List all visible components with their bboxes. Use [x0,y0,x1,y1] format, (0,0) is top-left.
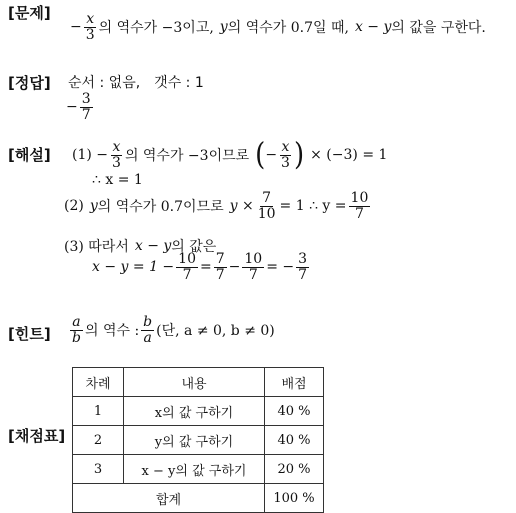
table-header-row [73,368,324,397]
denominator: 7 [298,266,308,283]
expr-x-minus-y: x − y [354,19,392,36]
row-content: x − y의 값 구하기 [124,455,265,484]
answer-value [66,92,95,122]
numerator: 10 [350,190,369,206]
fraction-x-over-3 [84,12,97,42]
numerator: b [143,314,153,330]
total-value: 100 % [265,484,324,513]
numerator: 3 [298,251,308,267]
denominator: 3 [85,26,95,43]
minus-sign: − [70,19,82,36]
fraction-7-over-10 [256,191,278,221]
problem-text-2: 의 역수가 0.7일 때, [227,20,349,37]
denominator: 10 [257,205,276,222]
step1-label: (1) − [72,147,109,164]
problem-statement [70,12,486,42]
numerator: 10 [178,251,196,267]
hint-text [68,315,275,345]
equals-minus: = − [266,259,295,276]
numerator: 10 [244,251,263,267]
step1-tail: × (−3) = 1 [310,147,388,164]
step1-conclusion [92,172,143,188]
header-points: 배점 [265,368,324,397]
numerator: 7 [215,251,225,267]
step2-eq: = 1 ∴ y = [279,198,347,215]
fraction-x-over-3 [110,140,123,170]
numerator: x [86,11,95,27]
right-paren: ) [293,137,305,174]
numerator: 7 [262,190,272,206]
answer-order: 순서 : 없음, [68,75,141,91]
hint-condition: (단, a ≠ 0, b ≠ 0) [156,323,275,340]
fraction-10-over-7-b [242,252,264,282]
row-content: y의 값 구하기 [124,426,265,455]
answer-meta [68,72,204,92]
denominator: a [143,329,152,346]
solution-step-2 [64,191,372,221]
step1-minus: − [265,147,278,164]
step2-label: (2) [64,198,84,215]
rubric-table [72,367,324,513]
row-points: 40 % [265,397,324,426]
rubric-heading: [채점표] [8,427,66,445]
row-points: 20 % [265,455,324,484]
fraction-10-over-7 [349,191,371,221]
var-y: y [89,198,98,215]
answer-heading: [정답] [8,74,51,92]
hint-text-1: 의 역수 : [84,323,140,340]
fraction-b-over-a [141,315,154,345]
denominator: b [72,329,81,346]
therefore-x: ∴ x = 1 [92,172,143,188]
y-times: y × [229,198,254,215]
header-order: 차례 [73,368,124,397]
answer-count: 갯수 : 1 [154,75,204,91]
fraction-x-over-3-inner [279,140,292,170]
table-row [73,397,324,426]
problem-text-1: 의 역수가 −3이고, [98,20,214,37]
equals-sign: = [199,259,212,276]
numerator: x [281,139,290,155]
expr-x-minus-y: x − y [134,238,172,254]
denominator: 7 [248,266,258,283]
fraction-a-over-b [70,315,83,345]
solution-heading: [해설] [8,146,51,164]
step3-text: 의 값은 [171,239,217,255]
table-row [73,455,324,484]
denominator: 7 [182,266,192,283]
denominator: 3 [281,154,290,171]
step2-text: 의 역수가 0.7이므로 [97,199,224,216]
var-y: y [219,19,228,36]
solution-step-1 [72,137,388,174]
left-paren: ( [255,137,266,174]
fraction-10-over-7-a [176,252,198,282]
step3-label: (3) 따라서 [64,239,129,255]
denominator: 7 [81,106,91,123]
row-order: 2 [73,426,124,455]
fraction-7-over-7 [214,252,227,282]
row-order: 1 [73,397,124,426]
row-order: 3 [73,455,124,484]
denominator: 7 [215,266,225,283]
numerator: a [72,314,81,330]
problem-heading: [문제] [8,4,51,22]
equation-lhs: x − y = 1 − [92,259,175,276]
answer-minus: − [66,99,78,116]
numerator: x [112,139,121,155]
step3-equation [92,252,311,282]
hint-heading: [힌트] [8,325,51,343]
denominator: 7 [354,205,364,222]
fraction-3-over-7 [296,252,309,282]
total-label: 합계 [73,484,265,513]
numerator: 3 [81,91,91,107]
row-points: 40 % [265,426,324,455]
table-total-row [73,484,324,513]
table-row [73,426,324,455]
minus-sign: − [228,259,241,276]
answer-fraction [80,92,93,122]
header-content: 내용 [124,368,265,397]
denominator: 3 [112,154,121,171]
row-content: x의 값 구하기 [124,397,265,426]
problem-text-3: 의 값을 구한다. [391,20,486,37]
step1-text: 의 역수가 −3이므로 [124,148,250,165]
